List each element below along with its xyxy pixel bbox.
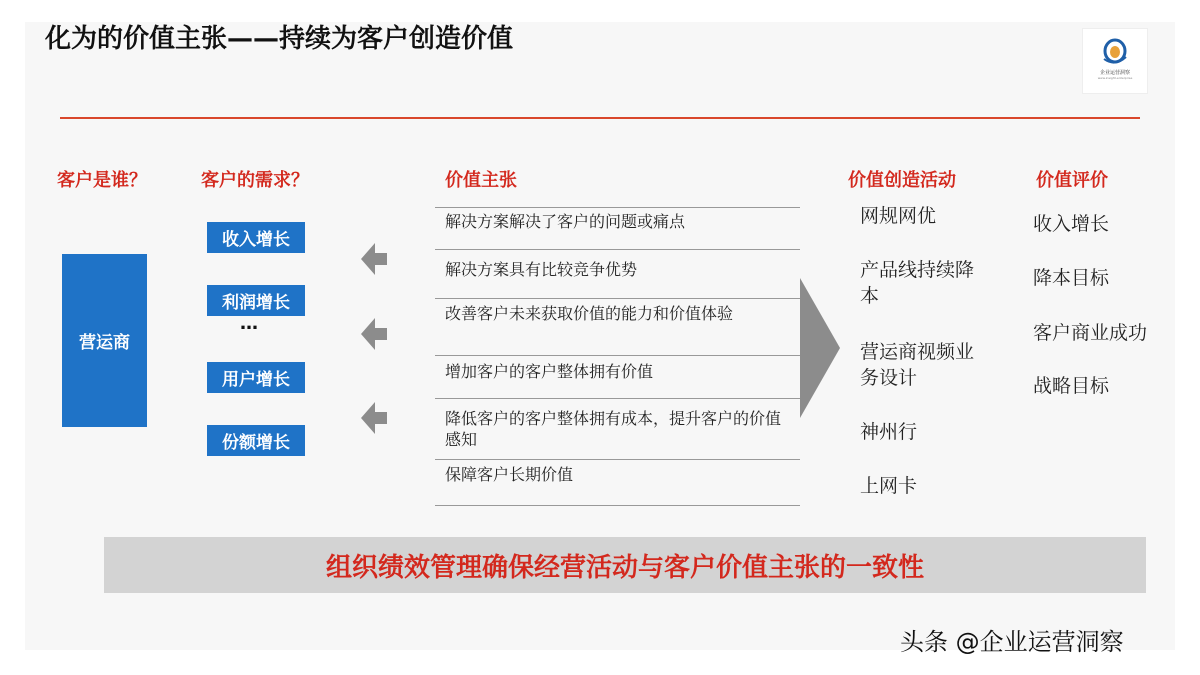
evaluation-item: 收入增长 xyxy=(1033,213,1110,235)
activity-item: 产品线持续降本 xyxy=(860,259,975,307)
value-prop-item: 解决方案解决了客户的问题或痛点 xyxy=(445,212,686,231)
page-title: 化为的价值主张——持续为客户创造价值 xyxy=(45,24,514,54)
activity-item: 网规网优 xyxy=(860,205,937,227)
value-prop-divider xyxy=(435,207,800,208)
need-box: 份额增长 xyxy=(207,425,305,456)
left-arrow-icon xyxy=(361,316,387,352)
divider-line xyxy=(60,117,1140,119)
header-evaluation: 价值评价 xyxy=(1036,170,1108,191)
value-prop-divider xyxy=(435,398,800,399)
evaluation-item: 客户商业成功 xyxy=(1033,322,1148,344)
need-ellipsis: … xyxy=(240,313,258,334)
activity-item: 神州行 xyxy=(860,421,918,443)
value-prop-divider xyxy=(435,355,800,356)
logo xyxy=(1082,28,1148,94)
value-prop-divider xyxy=(435,298,800,299)
header-activities: 价值创造活动 xyxy=(848,170,956,191)
summary-banner: 组织绩效管理确保经营活动与客户价值主张的一致性 xyxy=(104,537,1146,593)
header-needs: 客户的需求？ xyxy=(201,170,309,191)
value-prop-divider xyxy=(435,505,800,506)
evaluation-item: 战略目标 xyxy=(1033,375,1110,397)
need-box: 利润增长 xyxy=(207,285,305,316)
value-prop-divider xyxy=(435,459,800,460)
customer-box: 营运商 xyxy=(62,254,147,427)
need-box: 收入增长 xyxy=(207,222,305,253)
header-value-prop: 价值主张 xyxy=(445,170,517,191)
logo-icon xyxy=(1101,37,1129,67)
right-arrow-icon xyxy=(800,278,840,418)
logo-text: 企业运营洞察 xyxy=(1099,70,1130,76)
watermark: 头条 @企业运营洞察 xyxy=(900,628,1124,656)
logo-subtext: www.insight-enterprise xyxy=(1097,76,1133,80)
activity-item: 上网卡 xyxy=(860,475,918,497)
value-prop-item: 降低客户的客户整体拥有成本，提升客户的价值感知 xyxy=(445,409,782,449)
left-arrow-icon xyxy=(361,400,387,436)
header-who: 客户是谁？ xyxy=(57,170,147,191)
value-prop-item: 改善客户未来获取价值的能力和价值体验 xyxy=(445,304,734,323)
left-arrow-icon xyxy=(361,241,387,277)
value-prop-item: 保障客户长期价值 xyxy=(445,465,574,484)
value-prop-item: 解决方案具有比较竞争优势 xyxy=(445,260,638,279)
evaluation-item: 降本目标 xyxy=(1033,267,1110,289)
value-prop-item: 增加客户的客户整体拥有价值 xyxy=(445,362,654,381)
need-box: 用户增长 xyxy=(207,362,305,393)
value-prop-divider xyxy=(435,249,800,250)
activity-item: 营运商视频业务设计 xyxy=(860,341,975,389)
